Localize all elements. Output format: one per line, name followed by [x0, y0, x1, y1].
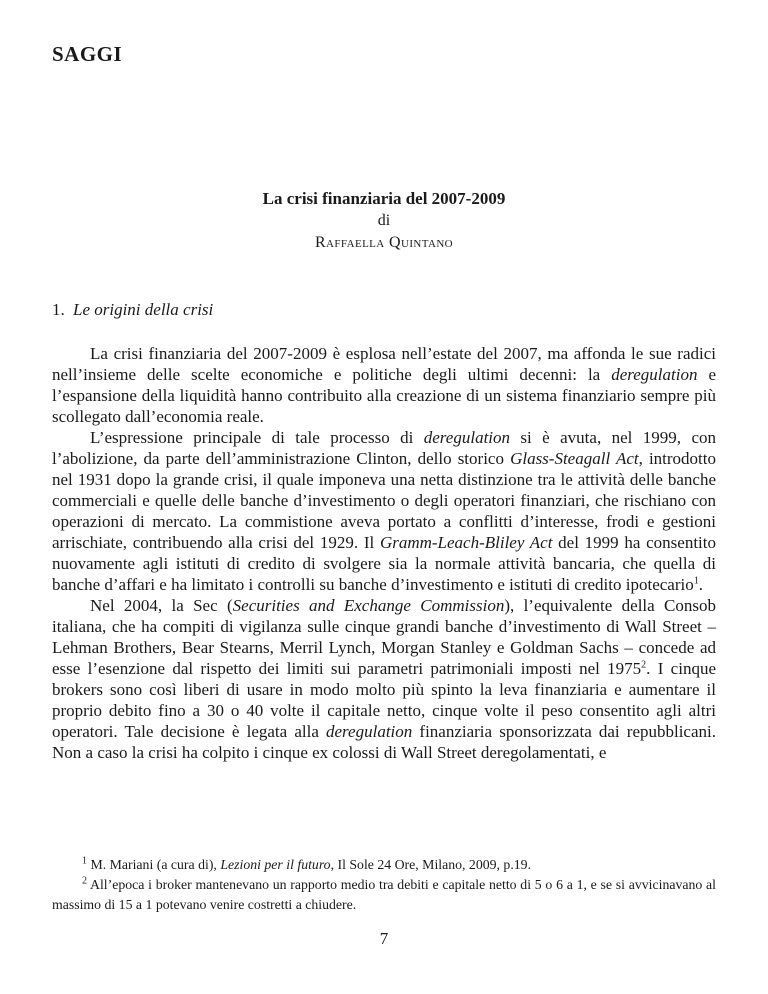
text-run: M. Mariani (a cura di),: [87, 857, 221, 872]
italic-run: deregulation: [423, 428, 511, 447]
page: [52, 0, 716, 994]
footnote-ref: 1: [693, 575, 699, 587]
body-text: [52, 343, 716, 763]
text-run: , introdotto nel 1931 dopo la grande crisi, il quale imponeva una netta distinzione tra le attività delle banche commerciali e quelle delle banche d’investimento o degli operatori finanziari, che rischiano con operazioni di mercato. La commistione aveva portato a conflitti d’interesse, frodi e gestioni arrischiate, contribuendo alla crisi del 1929. Il: [52, 449, 717, 552]
section-title: Le origini della crisi: [73, 300, 214, 319]
italic-run: Glass-Steagall Act: [510, 449, 639, 468]
text-run: .: [698, 575, 703, 594]
footnote-ref: 2: [82, 875, 87, 887]
text-run: del 1999 ha consentito nuovamente agli istituti di credito di svolgere sia la normale attività bancaria, che quella di banche d’affari e ha limitato i controlli su banche d’investimento e istituti di credito ipotecario: [52, 533, 716, 594]
italic-run: Gramm-Leach-Bliley Act: [379, 533, 553, 552]
italic-run: deregulation: [611, 365, 698, 384]
article-by: di: [377, 212, 391, 229]
paragraph: [52, 343, 716, 427]
section-header: SAGGI: [52, 42, 123, 66]
text-run: . I cinque brokers sono così liberi di usare in modo molto più spinto la leva finanziaria e aumentare il proprio debito fino a 30 o 40 volte il capitale netto, cinque volte il peso consentito agli altri operatori. Tale decisione è legata alla: [52, 659, 716, 741]
text-run: La crisi finanziaria del 2007-2009 è esplosa nell’estate del 2007, ma affonda le sue radici nell’insieme delle scelte economiche e politiche degli ultimi decenni: la: [52, 344, 716, 384]
text-run: ), l’equivalente della Consob italiana, che ha compiti di vigilanza sulle cinque grandi banche d’investimento di Wall Street – Lehman Brothers, Bear Stearns, Merril Lynch, Morgan Stanley e Goldman Sachs – concede ad esse l’esenzione dal rispetto dei limiti sui parametri patrimoniali imposti nel 1975: [52, 596, 716, 678]
text-run: L’espressione principale di tale processo di: [90, 428, 424, 447]
paragraph: [52, 595, 716, 763]
footnote: [52, 855, 716, 875]
text-run: e l’espansione della liquidità hanno contribuito alla creazione di un sistema finanziario sempre più scollegato dall’economia reale.: [52, 365, 716, 426]
footnotes: [52, 855, 716, 915]
paragraph: [52, 427, 716, 595]
italic-run: deregulation: [326, 722, 413, 741]
footnote: [52, 875, 716, 915]
footnote-ref: 2: [641, 659, 647, 671]
article-author: Raffaella Quintano: [314, 234, 454, 251]
text-run: Nel 2004, la Sec (: [90, 596, 233, 615]
italic-run: Securities and Exchange Commission: [232, 596, 505, 615]
section-number: 1.: [52, 300, 65, 319]
section-heading: [52, 300, 213, 320]
page-number: 7: [379, 929, 389, 948]
text-run: , Il Sole 24 Ore, Milano, 2009, p.19.: [330, 857, 532, 872]
text-run: finanziaria sponsorizzata dai repubblicani. Non a caso la crisi ha colpito i cinque ex colossi di Wall Street deregolamentati, e: [52, 722, 716, 762]
text-run: si è avuta, nel 1999, con l’abolizione, da parte dell’amministrazione Clinton, dello storico: [52, 428, 716, 468]
article-title: La crisi finanziaria del 2007-2009: [262, 189, 506, 208]
text-run: All’epoca i broker mantenevano un rapporto medio tra debiti e capitale netto di 5 o 6 a 1, e se si avvicinavano al massimo di 15 a 1 potevano venire costretti a chiudere.: [52, 877, 716, 912]
title-block: [52, 188, 716, 254]
italic-run: Lezioni per il futuro: [220, 857, 331, 872]
footnote-ref: 1: [82, 855, 87, 867]
